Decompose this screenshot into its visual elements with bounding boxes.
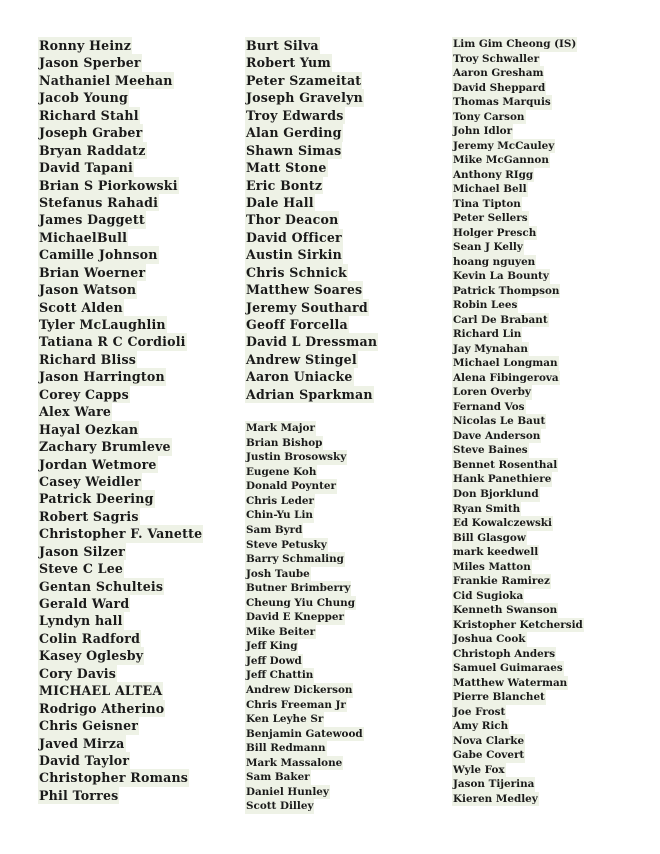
name-entry: Brian Bishop [246,436,323,449]
name-entry: Kevin La Bounty [453,270,549,283]
name-entry: Javed Mirza [39,735,125,751]
name-entry: Alan Gerding [246,125,342,141]
name-entry: Joseph Gravelyn [246,90,363,106]
name-entry: Cory Davis [39,665,117,681]
name-entry: Joe Frost [453,705,506,718]
name-entry: David Officer [246,229,342,245]
name-entry: Chris Leder [246,494,314,507]
name-entry: Jeff Chattin [246,669,314,682]
name-entry: John Idlor [453,125,513,138]
name-entry: Zachary Brumleve [39,439,171,455]
name-entry: Christopher F. Vanette [39,526,203,542]
name-entry: Phil Torres [39,787,119,803]
name-entry: Nicolas Le Baut [453,415,546,428]
name-entry: Robin Lees [453,299,518,312]
name-entry: Jeff Dowd [246,654,302,667]
name-entry: Benjamin Gatewood [246,727,363,740]
name-entry: Dale Hall [246,194,314,210]
name-entry: Michael Longman [453,357,558,370]
name-entry: Jeremy McCauley [453,139,555,152]
name-entry: Fernand Vos [453,400,525,413]
name-entry: David L Dressman [246,334,378,350]
name-entry: Rodrigo Atherino [39,700,165,716]
name-entry: Bryan Raddatz [39,142,146,158]
name-entry: Geoff Forcella [246,317,348,332]
name-entry: Brian S Piorkowski [39,177,178,193]
name-entry: Anthony RIgg [453,168,534,181]
name-entry: Cheung Yiu Chung [246,596,355,609]
name-entry: Kenneth Swanson [453,604,558,617]
name-entry: Andrew Dickerson [246,684,353,697]
name-entry: Tatiana R C Cordioli [39,334,186,350]
name-entry: Peter Szameitat [246,72,362,88]
name-entry: Joseph Graber [39,125,143,141]
name-entry: Sam Byrd [246,524,303,537]
name-entry: Tyler McLaughlin [39,317,166,332]
name-entry: Amy Rich [453,720,509,733]
name-entry: Brian Woerner [39,264,146,280]
name-entry: Aaron Gresham [453,67,544,80]
name-entry: Thor Deacon [246,212,339,228]
name-entry: Chin-Yu Lin [246,509,313,522]
name-entry: Ken Leyhe Sr [246,713,324,726]
name-entry: Patrick Thompson [453,284,560,297]
name-entry: Jason Sperber [39,55,141,71]
name-entry: Barry Schmaling [246,553,344,566]
name-entry: Camille Johnson [39,247,158,263]
name-entry: MICHAEL ALTEA [39,683,163,699]
name-entry: Dave Anderson [453,429,541,442]
name-entry: Cid Sugioka [453,589,524,602]
name-entry: Burt Silva [246,38,319,53]
name-entry: Jeff King [246,640,298,653]
name-entry: Jason Watson [39,282,137,298]
name-entry: Bill Glasgow [453,531,526,544]
name-entry: Don Bjorklund [453,487,539,500]
name-entry: Holger Presch [453,226,537,239]
name-entry: Ed Kowalczewski [453,517,552,530]
name-entry: Aaron Uniacke [246,369,353,385]
name-entry: Mark Major [246,422,315,435]
name-column-3 [452,37,584,806]
name-entry: Tony Carson [453,110,525,123]
name-entry: Chris Geisner [39,718,139,734]
name-entry: Donald Poynter [246,480,336,493]
name-entry: David Tapani [39,160,134,176]
name-entry: Joshua Cook [453,633,526,646]
name-entry: Colin Radford [39,630,141,646]
name-entry: Adrian Sparkman [246,386,373,402]
name-entry: Jason Harrington [39,369,165,385]
name-entry: Andrew Stingel [246,351,357,367]
name-entry: Robert Yum [246,55,331,71]
name-entry: Gabe Covert [453,749,525,762]
name-entry: Pierre Blanchet [453,691,545,704]
name-entry: Butner Brimberry [246,582,351,595]
name-entry: Jacob Young [39,90,128,106]
name-entry: Casey Weidler [39,473,141,489]
name-entry: Daniel Hunley [246,785,329,798]
name-entry: James Daggett [39,212,145,228]
name-entry: Lyndyn hall [39,613,123,629]
name-column-2 [245,37,378,814]
name-entry: MichaelBull [39,229,128,245]
name-entry: Wyle Fox [453,763,505,776]
name-entry: Nova Clarke [453,734,525,747]
name-entry: Eugene Koh [246,465,317,478]
name-entry: Chris Freeman Jr [246,698,346,711]
name-entry: Corey Capps [39,386,129,402]
name-column-1 [38,37,203,804]
name-entry: Patrick Deering [39,491,154,507]
name-entry: Eric Bontz [246,177,323,193]
name-entry: Peter Sellers [453,212,528,225]
name-entry: Kristopher Ketchersid [453,618,583,631]
name-entry: Jordan Wetmore [39,456,157,472]
name-entry: hoang nguyen [453,255,536,268]
name-entry: Ryan Smith [453,502,521,515]
name-entry: Bennet Rosenthal [453,458,558,471]
name-entry: Alex Ware [39,404,112,420]
name-entry: Steve Petusky [246,538,327,551]
name-entry: David Sheppard [453,81,546,94]
name-entry: Sam Baker [246,771,310,784]
name-column-2-large-list [245,37,378,403]
name-entry: Chris Schnick [246,264,347,280]
name-entry: Loren Overby [453,386,531,399]
name-entry: David E Knepper [246,611,344,624]
name-entry: Matthew Waterman [453,676,568,689]
name-entry: Scott Alden [39,299,123,315]
name-entry: Christopher Romans [39,770,189,786]
name-entry: Mike McGannon [453,154,549,167]
name-entry: Carl De Brabant [453,313,548,326]
name-entry: Michael Bell [453,183,527,196]
name-entry: David Taylor [39,752,130,768]
name-entry: Josh Taube [246,567,310,580]
name-entry: Richard Lin [453,328,522,341]
name-entry: Shawn Simas [246,142,342,158]
name-entry: Matt Stone [246,160,327,176]
name-entry: Justin Brosowsky [246,451,347,464]
name-entry: Sean J Kelly [453,241,523,254]
name-entry: Nathaniel Meehan [39,72,173,88]
name-entry: Miles Matton [453,560,531,573]
name-entry: Frankie Ramirez [453,575,550,588]
name-entry: Steve C Lee [39,561,124,577]
name-entry: Jason Tijerina [453,778,535,791]
name-entry: Bill Redmann [246,742,326,755]
name-entry: Austin Sirkin [246,247,342,263]
name-entry: Jason Silzer [39,543,126,559]
name-entry: Mark Massalone [246,756,343,769]
name-entry: Jeremy Southard [246,299,368,315]
name-column-2-small-list [245,421,364,814]
name-entry: Ronny Heinz [39,38,132,53]
name-entry: Troy Schwaller [453,52,540,65]
name-entry: Christoph Anders [453,647,556,660]
name-entry: mark keedwell [453,546,539,559]
name-entry: Kasey Oglesby [39,648,144,664]
name-entry: Lim Gim Cheong (IS) [453,38,577,50]
name-entry: Gerald Ward [39,596,130,611]
name-entry: Richard Bliss [39,351,137,367]
name-entry: Hank Panethiere [453,473,552,486]
name-entry: Thomas Marquis [453,96,551,109]
name-entry: Samuel Guimaraes [453,662,563,675]
name-entry: Tina Tipton [453,197,521,210]
name-entry: Alena Fibingerova [453,371,559,384]
name-entry: Kieren Medley [453,792,538,805]
name-entry: Gentan Schulteis [39,578,164,594]
name-entry: Robert Sagris [39,508,139,524]
name-entry: Stefanus Rahadi [39,194,159,210]
name-entry: Hayal Oezkan [39,421,139,437]
name-entry: Scott Dilley [246,800,314,813]
name-entry: Matthew Soares [246,282,363,298]
name-entry: Richard Stahl [39,107,139,123]
name-entry: Troy Edwards [246,107,344,123]
name-entry: Jay Mynahan [453,342,528,355]
name-entry: Steve Baines [453,444,528,457]
name-entry: Mike Beiter [246,625,316,638]
